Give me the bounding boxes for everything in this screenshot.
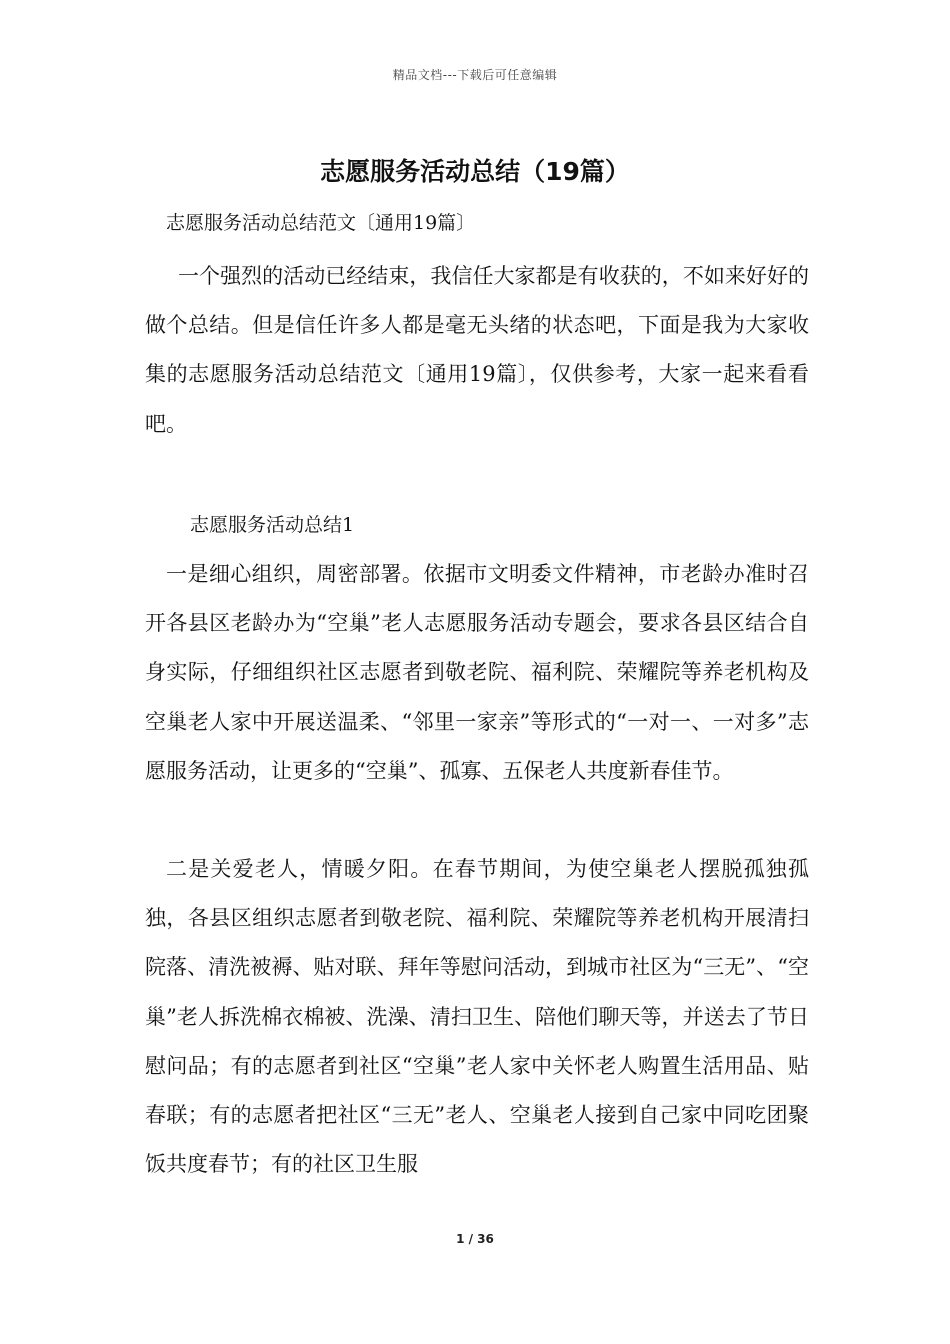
header-note: 精品文档---下载后可任意编辑 — [392, 68, 558, 82]
body-paragraph-2: 二是关爱老人，情暖夕阳。在春节期间，为使空巢老人摆脱孤独孤独，各县区组织志愿者到敬老院、福利院、荣耀院等养老机构开展清扫院落、清洗被褥、贴对联、拜年等慰问活动，到城市社区为“三无”、“空巢”老人拆洗棉衣棉被、洗澡、清扫卫生、陪他们聊天等，并送去了节日慰问品；有的志愿者到社区“空巢”老人家中关怀老人购置生活用品、贴春联；有的志愿者把社区“三无”老人、空巢老人接到自己家中同吃团聚饭共度春节；有的社区卫生服 — [145, 857, 809, 1177]
page-number: 1 / 36 — [456, 1232, 494, 1246]
document-title: 志愿服务活动总结（19篇） — [320, 157, 630, 186]
section-heading: 志愿服务活动总结1 — [190, 514, 355, 536]
intro-paragraph: 一个强烈的活动已经结束，我信任大家都是有收获的，不如来好好的做个总结。但是信任许多人都是毫无头绪的状态吧，下面是我为大家收集的志愿服务活动总结范文〔通用19篇〕，仅供参考，大家一起来看看吧。 — [145, 264, 809, 436]
body-paragraph-1: 一是细心组织，周密部署。依据市文明委文件精神，市老龄办准时召开各县区老龄办为“空巢”老人志愿服务活动专题会，要求各县区结合自身实际，仔细组织社区志愿者到敬老院、福利院、荣耀院等养老机构及空巢老人家中开展送温柔、“邻里一家亲”等形式的“一对一、一对多”志愿服务活动，让更多的“空巢”、孤寡、五保老人共度新春佳节。 — [145, 562, 809, 783]
document-subtitle: 志愿服务活动总结范文〔通用19篇〕 — [166, 212, 476, 234]
